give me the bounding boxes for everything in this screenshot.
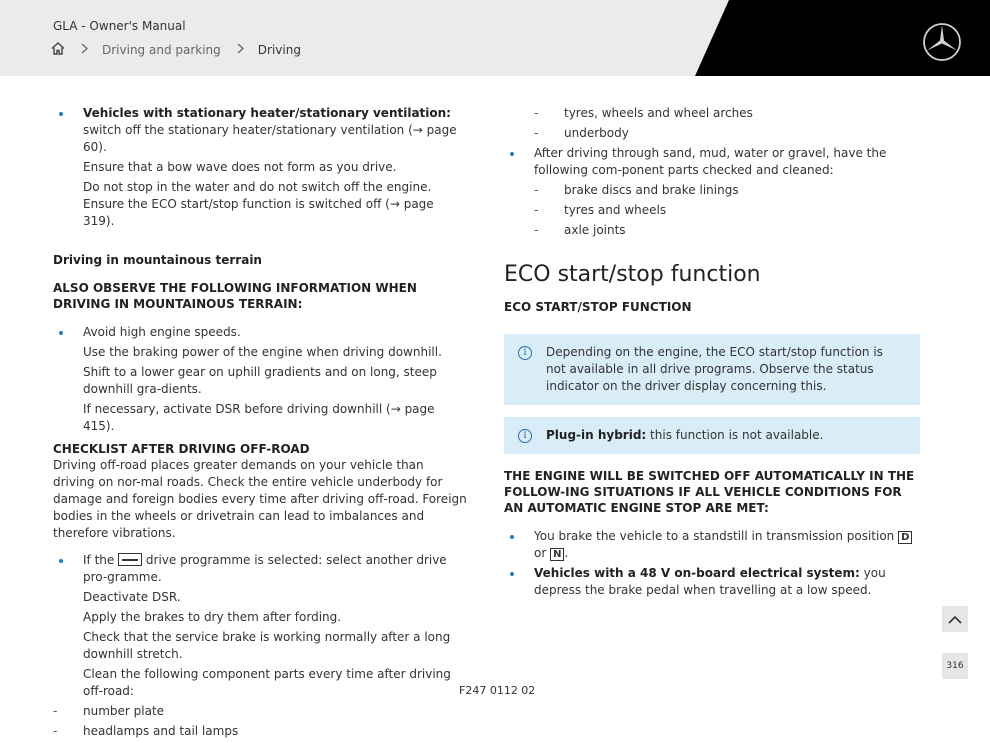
list-item: Shift to a lower gear on uphill gradients and on long, steep downhill gra-dients. [83, 365, 437, 396]
breadcrumb-driving-and-parking[interactable]: Driving and parking [102, 43, 221, 57]
bullet-text: switch off the stationary heater/stationary ventilation (→ page 60). [83, 123, 457, 154]
info-box-availability [504, 334, 920, 405]
engine-stop-list [504, 528, 920, 599]
right-column [504, 105, 920, 602]
list-item: If the drive programme is selected: select another drive pro-gramme. [53, 552, 468, 586]
info-text: this function is not available. [646, 428, 824, 442]
mountainous-caps-heading: ALSO OBSERVE THE FOLLOWING INFORMATION WHEN DRIVING IN MOUNTAINOUS TERRAIN: [53, 281, 417, 311]
list-item: If necessary, activate DSR before driving downhill (→ page 415). [83, 402, 435, 433]
list-item: Check that the service brake is working normally after a long downhill stretch. [83, 630, 451, 661]
page-number-badge: 316 [942, 653, 968, 679]
sublist-item: - underbody [534, 125, 920, 142]
info-box-hybrid [504, 417, 920, 454]
list-item: Apply the brakes to dry them after fording. [83, 610, 342, 624]
info-bold: Plug-in hybrid: [546, 428, 647, 442]
sublist-item: - headlamps and tail lamps [53, 723, 468, 740]
offroad-drive-program-icon [118, 553, 142, 566]
home-icon[interactable] [51, 42, 65, 58]
left-column [53, 105, 468, 743]
list-item: Avoid high engine speeds. [53, 324, 468, 341]
breadcrumb [51, 42, 301, 58]
chevron-right-icon [237, 43, 244, 57]
header-bar [0, 0, 990, 76]
sublist-item: - number plate [53, 703, 468, 720]
list-item [53, 159, 468, 176]
after-sand-list [504, 145, 920, 239]
water-bullet-list [53, 105, 468, 230]
info-icon: i [518, 346, 532, 360]
sublist-item: - axle joints [534, 222, 920, 239]
chevron-up-icon [948, 615, 962, 624]
sublist-item: - brake discs and brake linings [534, 182, 920, 199]
list-item [53, 105, 468, 156]
chevron-right-icon [81, 43, 88, 57]
eco-caps-heading: ECO START/STOP FUNCTION [504, 300, 692, 314]
gear-key-d: D [898, 531, 912, 544]
list-item: Clean the following component parts every time after driving off-road: - number plate - headlamps and tail lamps [53, 666, 468, 740]
list-item [53, 179, 468, 230]
component-sublist [534, 182, 920, 239]
checklist-paragraph: Driving off-road places greater demands on your vehicle than driving on nor-mal roads. Check the entire vehicle underbody for damage and foreign bodies every time after driving off-road. Foreign bodies in the wheels or drivetrain can lead to imbalances and therefore vibrations. [53, 458, 467, 540]
bullet-bold: Vehicles with stationary heater/stationary ventilation: [83, 106, 451, 120]
section-heading-mountainous: Driving in mountainous terrain [53, 253, 262, 267]
checklist-bullet-list [53, 552, 468, 740]
mountain-bullet-list [53, 324, 468, 435]
sublist-item: - tyres, wheels and wheel arches [534, 105, 920, 122]
checklist-heading: CHECKLIST AFTER DRIVING OFF-ROAD [53, 442, 310, 456]
component-sublist [53, 703, 468, 740]
list-item: After driving through sand, mud, water or gravel, have the following com-ponent parts checked and cleaned: - brake discs and brake linings - tyres and wheels - axle joints [504, 145, 920, 239]
list-item: Vehicles with a 48 V on-board electrical system: you depress the brake pedal when travelling at a low speed. [504, 565, 920, 599]
bullet-text: Ensure that a bow wave does not form as you drive. [83, 160, 397, 174]
list-item: You brake the vehicle to a standstill in transmission position D or N . [504, 528, 920, 562]
info-icon: i [518, 429, 532, 443]
gear-key-n: N [550, 548, 564, 561]
footer-code: F247 0112 02 [459, 684, 536, 697]
scroll-to-top-button[interactable] [942, 606, 968, 632]
mercedes-star-logo [922, 22, 962, 62]
breadcrumb-driving: Driving [257, 43, 301, 57]
list-item: Deactivate DSR. [83, 590, 181, 604]
eco-section-title: ECO start/stop function [504, 262, 761, 287]
inspection-sublist [504, 105, 920, 142]
list-item: Use the braking power of the engine when driving downhill. [83, 345, 442, 359]
manual-title: GLA - Owner's Manual [53, 19, 186, 33]
info-text: Depending on the engine, the ECO start/stop function is not available in all drive programs. Observe the status indicator on the driver display concerning this. [546, 345, 883, 393]
engine-stop-heading: THE ENGINE WILL BE SWITCHED OFF AUTOMATICALLY IN THE FOLLOW-ING SITUATIONS IF ALL VEHICLE CONDITIONS FOR AN AUTOMATIC ENGINE STOP ARE MET: [504, 469, 915, 515]
bullet-text: Do not stop in the water and do not switch off the engine. Ensure the ECO start/stop function is switched off (→ page 319). [83, 180, 434, 228]
sublist-item: - tyres and wheels [534, 202, 920, 219]
